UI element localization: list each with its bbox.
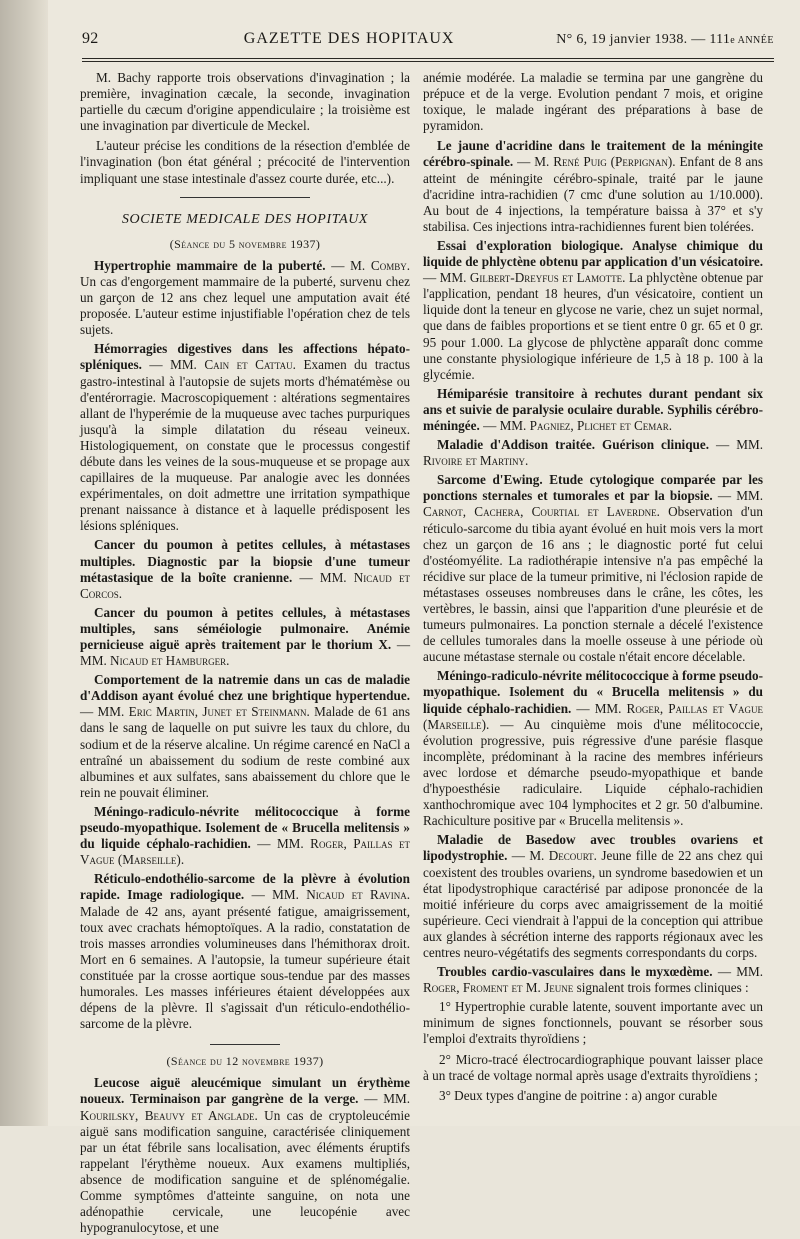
abstract-authors: — MM. Roger, Froment et M. Jeune [423,964,764,996]
intro-paragraph-2: L'auteur précise les conditions de la résection d'emblée de l'invagination (bon état général ; précocité de l'intervention impliquant une stase intestinale d'assez courte durée, etc...). [80,138,410,186]
abstract-authors: — MM. Kourilsky, Beauvy et Anglade. [80,1091,410,1123]
abstract-body: Observation d'un réticulo-sarcome du tibia ayant évolué en huit mois vers la mort chez un garçon de 16 ans ; le diagnostic porté fut celui d'ostéomyélite. La radiothérapie intensive n'a pas empêché la récidive sur place de la tumeur primitive, ni l'éclosion rapide de métastases osseuses nombreuses dans le crâne, les côtes, les vertèbres, le bassin, ainsi que l'apparition d'une pleurésie et de tumeurs pulmonaires. La ponction sternale a décelé l'existence de cellules tumorales dans la moelle osseuse à une période où aucune métastase sternale ou costale n'était encore décelable. [423,504,763,665]
abstract-authors: — MM. Nicaud et Hamburger. [80,637,411,669]
abstract-item [423,238,763,383]
abstract-item [423,386,763,434]
section-separator [180,197,310,198]
abstract-item [423,437,763,469]
abstract-body: Enfant de 8 ans atteint de méningite cérébro-spinale, traité par le jaune d'acridine intra-rachidien (7 cmc d'une solution au 1/10.000). Au bout de 4 injections, la température baissa à 37° et s'y stabilisa. Ces injections intra-rachidiennes furent bien tolérées. [423,154,763,234]
seance-open-paren: ( [169,236,175,251]
abstract-body: Jeune fille de 22 ans chez qui coexistent des troubles ovariens, un syndrome basedowien et un état lipodystrophique caractérisé par adipose prononcée de la moitié inférieure du corps avec amaigrissement de la moitié supérieure. Ceci viendrait à l'appui de la conception qui attribue aux glandes à sécrétion interne des rapports régionaux avec les centres neuro-végétatifs des segments correspondants du corps. [423,848,763,960]
abstract-title: Cancer du poumon à petites cellules, à métastases multiples. Diagnostic par la biopsie d'une tumeur métastasique de la boîte cranienne. [80,537,410,585]
abstract-title: Maladie de Basedow avec troubles ovariens et lipodystrophie. [423,832,763,864]
seance-date-1 [80,236,410,252]
issue-year: e ANNÉE [730,35,774,46]
seance-open-paren: ( [166,1054,171,1069]
abstract-title: Maladie d'Addison traitée. Guérison clinique. [437,437,710,453]
abstract-title: Comportement de la natremie dans un cas de maladie d'Addison ayant évolué chez une brightique hypertendue. [80,672,410,704]
abstract-authors: — MM. Nicaud et Ravina. [244,887,410,903]
abstract-item [423,964,763,996]
seance-close-paren: ) [319,1054,324,1069]
abstract-item [80,605,410,669]
abstract-item [423,472,763,665]
abstract-body: Examen du tractus gastro-intestinal à l'autopsie de sujets morts d'hématémèse ou d'entérorragie. Macroscopiquement : altérations segmentaires allant de l'hyperémie de la muqueuse avec taches purpuriques jusqu'à la simple dilatation du réseau veineux. Histologiquement, on constate que le processus congestif débute dans les veines de la sous-muqueuse et se propage aux capillaires de la muqueuse. Par analogie avec les données expérimentales, on doit admettre une irritation sympathique prenant naissance à distance et à laquelle prédisposent les lésions spléniques. [80,357,411,534]
abstract-authors: — MM. Gilbert-Dreyfus et Lamotte. [423,270,626,286]
abstract-title: Hémorragies digestives dans les affections hépato-spléniques. [80,341,410,373]
abstract-title: Essai d'exploration biologique. Analyse chimique du liquide de phlyctène obtenu par application d'un vésicatoire. [423,237,763,270]
abstract-title: Leucose aiguë aleucémique simulant un érythème noueux. Terminaison par gangrène de la verge. [80,1075,410,1107]
abstract-body: Malade de 61 ans dans le sang de laquelle on put suivre les taux du chlore, du sodium et de la réserve alcaline. Un régime carencé en NaCl a entraîné un abaissement du sodium de reste combiné aux albumines et aux sulfates, sans abaissement du chlore que le rein ne pouvait éliminer. [80,704,410,800]
abstract-authors: — MM. Eric Martin, Junet et Steinmann. [80,704,310,720]
page-number: 92 [82,30,99,47]
list-item: 1° Hypertrophie curable latente, souvent importante avec un minimum de signes fonctionnels, pouvant se résorber sous l'emploi d'extraits thyroïdiens ; [423,999,763,1047]
running-header [82,30,774,58]
session-separator [210,1044,280,1045]
abstract-body: — Au cinquième mois d'une mélitococcie, évolution progressive, puis régressive d'une parésie flasque incomplète, prédominant à la racine des membres inférieurs avec lordose et démarche pseudo-myopathique et bande d'hypoesthésie radiculaire. Liquide céphalo-rachidien xanthochromique avec 104 lymphocites et 2 gr. 50 d'albumine. Rachiculture positive par « Brucella melitensis ». [423,716,763,829]
abstract-title: Le jaune d'acridine dans le traitement de la méningite cérébro-spinale. [423,138,763,170]
abstract-authors: — M. René Puig (Perpignan). [513,154,676,170]
abstract-item [80,871,410,1032]
header-rule-top [82,58,774,59]
right-column [423,70,763,1108]
abstract-item [80,537,410,601]
abstract-body: Malade de 42 ans, ayant présenté fatigue, amaigrissement, toux avec crachats hémoptoïques. A la radio, constatation de trois masses arrondies volumineuses dans l'hémithorax droit. Mort en 6 semaines. A l'autopsie, la tumeur supérieure était constituée par la crosse aortique sous-tendue par des masses humorales. Les masses inférieures étaient développées aux dépens de la plèvre. Il s'agissait d'un réticulo-endothélio-sarcome de la plèvre. [80,903,410,1032]
page-binding-shadow [0,0,48,1126]
society-title: SOCIETE MEDICALE DES HOPITAUX [121,211,369,227]
abstract-title: Sarcome d'Ewing. Etude cytologique comparée par les ponctions sternales et tumorales et par la biopsie. [423,472,763,504]
abstract-authors: — MM. Cain et Cattau. [141,357,296,373]
abstract-authors: — M. Decourt. [507,848,597,864]
abstract-item [423,832,763,961]
abstract-authors: — MM. Carnot, Cachera, Courtial et Laverdne. [423,488,763,520]
issue-date: N° 6, 19 janvier 1938. — 111 [556,32,731,47]
list-item: 2° Micro-tracé électrocardiographique pouvant laisser place à un tracé de voltage normal après usage d'extraits thyroïdiens ; [423,1051,763,1083]
abstract-authors: — MM. Rivoire et Martiny. [423,437,764,469]
abstract-body: Un cas de cryptoleucémie aiguë sans modification sanguine, caractérisée cliniquement par un état fébrile sans localisation, avec éléments éruptifs rappelant l'érythème noueux. Aux examens multipliés, absence de modification sanguine et de splénomégalie. Comme symptômes d'atteinte sanguine, on nota une adénopathie cervicale, une leucopénie avec hypogranulocytose, et une [80,1107,410,1236]
abstract-authors: — MM. Roger, Paillas et Vague (Marseille). [80,836,410,868]
left-column [80,70,410,1239]
abstract-authors: — MM. Pagniez, Plichet et Cemar. [479,417,673,433]
header-rule-bottom [82,61,774,62]
abstract-item [423,138,763,235]
abstract-item [80,672,410,801]
list-item: 3° Deux types d'angine de poitrine : a) angor curable [439,1087,718,1103]
abstract-title: Réticulo-endothélio-sarcome de la plèvre à évolution rapide. Image radiologique. [80,871,410,903]
abstract-item [423,668,763,829]
abstract-title: Méningo-radiculo-névrite mélitococcique à forme pseudo-myopathique. Isolement de « Brucella melitensis » du liquide céphalo-rachidien. [80,803,410,852]
abstract-authors: — MM. Nicaud et Corcos. [80,569,410,601]
seance-date-2 [80,1053,410,1069]
abstract-authors: — MM. Roger, Paillas et Vague (Marseille). [423,700,764,732]
abstract-item [80,804,410,868]
abstract-item [80,258,410,338]
issue-info [556,32,774,48]
abstract-item [80,341,410,534]
abstract-authors: — M. Comby. [325,257,410,273]
journal-title: GAZETTE DES HOPITAUX [243,30,455,47]
intro-paragraph-1: M. Bachy rapporte trois observations d'invagination ; la première, invagination cæcale, la seconde, invagination partielle du cæcum d'origine appendiculaire ; la troisième est une invagination par diverticule de Meckel. [80,70,410,134]
abstract-title: Troubles cardio-vasculaires dans le myxœdème. [437,964,713,980]
abstract-body: La phlyctène obtenue par l'application, pendant 18 heures, d'un vésicatoire, contient un liquide dont la teneur en glycose ne varie, chez un sujet normal, que dans de faibles proportions et se tient entre 0 gr. 65 et 0 gr. 95 pour 1.000. La glycose de phlyctène apparaît donc comme une constante physiologique inférieure de 1,5 à 18 p. 100 à la glycémie. [423,270,763,382]
abstract-title: Hémiparésie transitoire à rechutes durant pendant six ans et suivie de paralysie oculaire durable. Syphilis cérébro-méningée. [423,385,763,433]
seance-label: Séance du 5 novembre 1937 [174,236,316,251]
seance-close-paren: ) [315,236,321,251]
seance-label: Séance du 12 novembre 1937 [170,1054,320,1069]
abstract-title: Cancer du poumon à petites cellules, à métastases multiples, sans séméiologie pulmonaire. Anémie pernicieuse aiguë après traitement par le thorium X. [80,604,410,652]
abstract-title: Méningo-radiculo-névrite mélitococcique à forme pseudo-myopathique. Isolement du « Brucella melitensis » du liquide céphalo-rachidien. [423,668,763,716]
abstract-item [80,1075,410,1236]
continued-paragraph: anémie modérée. La maladie se termina par une gangrène du prépuce et de la verge. Evolution pendant 7 mois, et origine toxique, le malade ingérant des préparations à base de pyramidon. [423,70,763,134]
abstract-title: Hypertrophie mammaire de la puberté. [94,257,326,273]
abstract-body: signalent trois formes cliniques : [573,980,749,996]
abstract-body: Un cas d'engorgement mammaire de la puberté, survenu chez un garçon de 12 ans chez lequel une amputation avait été proposée. L'auteur estime injustifiable l'opération chez de tels sujets. [80,273,410,338]
